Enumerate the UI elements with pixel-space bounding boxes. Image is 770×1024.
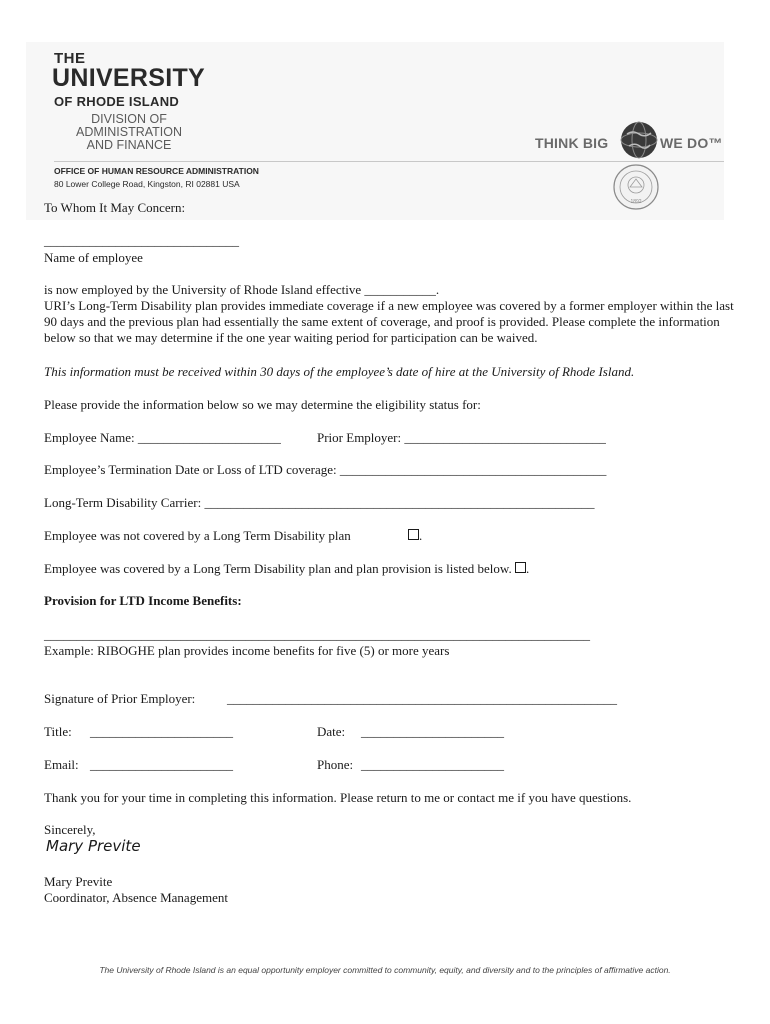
not-covered-option — [44, 528, 351, 544]
provision-heading: Provision for LTD Income Benefits: — [44, 593, 242, 608]
prior-employer-field: Prior Employer: _______________________________ — [317, 430, 606, 445]
signer-name: Mary Previte — [44, 874, 113, 889]
logo-university: UNIVERSITY — [52, 64, 206, 92]
ltd-carrier-field: Long-Term Disability Carrier: ____________________________________________________________ — [44, 495, 595, 510]
email-blank: ______________________ — [90, 757, 233, 772]
slogan-think-big: THINK BIG — [535, 135, 609, 151]
signature-label: Signature of Prior Employer: — [44, 691, 196, 706]
equal-opportunity-footer: The University of Rhode Island is an equal opportunity employer committed to community, equity, and diversity and to the principles of affirmative action. — [99, 965, 671, 975]
phone-blank: ______________________ — [361, 757, 504, 772]
globe-icon — [619, 120, 659, 160]
termination-date-field: Employee’s Termination Date or Loss of LTD coverage: _________________________________________ — [44, 462, 607, 477]
not-covered-label: Employee was not covered by a Long Term Disability plan — [44, 528, 351, 543]
not-covered-period: . — [419, 528, 423, 543]
university-seal-icon — [612, 163, 660, 211]
email-label: Email: — [44, 757, 79, 772]
phone-label: Phone: — [317, 757, 354, 772]
letterhead-divider — [54, 161, 724, 162]
division-line-2: ADMINISTRATION — [75, 125, 183, 139]
division-line-1: DIVISION OF — [91, 112, 167, 126]
office-name: OFFICE OF HUMAN RESOURCE ADMINISTRATION — [54, 166, 259, 176]
signature-blank: ____________________________________________________________ — [227, 691, 617, 706]
salutation: To Whom It May Concern: — [44, 200, 186, 215]
seal-year: 1892 — [630, 199, 642, 205]
handwritten-signature: Mary Previte — [46, 837, 141, 855]
covered-checkbox[interactable] — [515, 562, 526, 573]
slogan-we-do: WE DO™ — [660, 135, 723, 151]
employee-name-blank: ______________________________ — [44, 233, 239, 248]
division-name — [64, 113, 194, 152]
request-text: Please provide the information below so we may determine the eligibility status for: — [44, 397, 481, 412]
deadline-notice: This information must be received within 30 days of the employee’s date of hire at the University of Rhode Island. — [44, 364, 635, 379]
employee-name-field: Employee Name: ______________________ — [44, 430, 281, 445]
employee-name-label: Name of employee — [44, 250, 143, 265]
provision-blank: ____________________________________________________________________________________ — [44, 627, 590, 642]
logo-the: THE — [54, 50, 86, 67]
covered-option — [44, 561, 529, 577]
covered-label: Employee was covered by a Long Term Disability plan and plan provision is listed below. — [44, 561, 512, 576]
signer-title: Coordinator, Absence Management — [44, 890, 228, 905]
title-blank: ______________________ — [90, 724, 233, 739]
date-blank: ______________________ — [361, 724, 504, 739]
sincerely: Sincerely, — [44, 822, 96, 837]
title-label: Title: — [44, 724, 72, 739]
provision-example: Example: RIBOGHE plan provides income benefits for five (5) or more years — [44, 643, 450, 658]
thank-you-text: Thank you for your time in completing this information. Please return to me or contact me if you have questions. — [44, 790, 632, 805]
date-label: Date: — [317, 724, 346, 739]
office-address: 80 Lower College Road, Kingston, RI 02881 USA — [54, 179, 240, 189]
not-covered-checkbox[interactable] — [408, 529, 419, 540]
logo-of-rhode-island: OF RHODE ISLAND — [54, 94, 180, 109]
employed-line: is now employed by the University of Rhode Island effective ___________. — [44, 282, 440, 297]
division-line-3: AND FINANCE — [86, 138, 172, 152]
body-paragraph: URI’s Long-Term Disability plan provides immediate coverage if a new employee was covered by a former employer within the last 90 days and the previous plan had essentially the same extent of coverage, and proof is provided. Please complete the information below so that we may determine if the one year waiting period for participation can be waived. — [44, 298, 734, 345]
covered-period: . — [525, 561, 530, 576]
not-covered-checkbox-wrap — [408, 528, 422, 544]
